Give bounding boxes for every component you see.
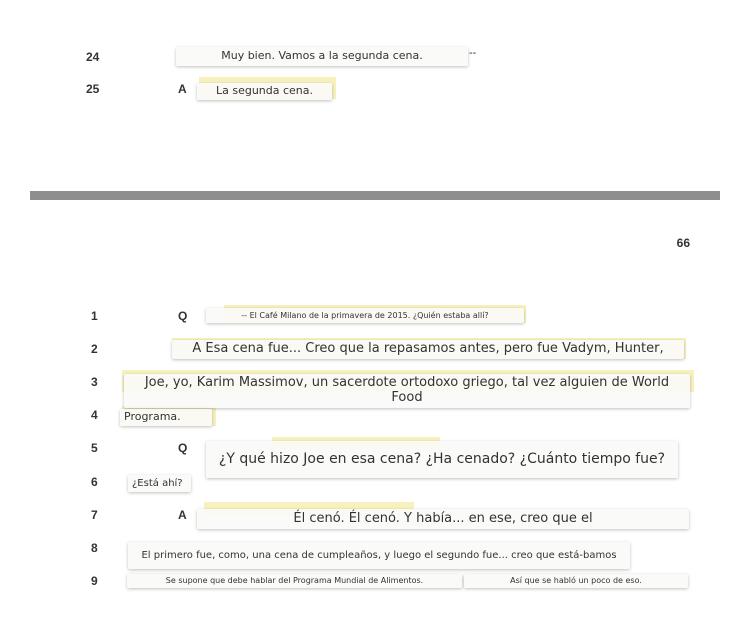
translated-line: Se supone que debe hablar del Programa Mundial de Alimentos. (127, 574, 462, 588)
line-number: 3 (91, 375, 98, 389)
translated-line: La segunda cena. (197, 83, 332, 100)
translated-line: A Esa cena fue... Creo que la repasamos antes, pero fue Vadym, Hunter, (172, 340, 684, 359)
line-number: 9 (91, 574, 98, 588)
translated-line: Muy bien. Vamos a la segunda cena. (176, 47, 468, 66)
translated-line: Programa. (120, 409, 212, 426)
line-number: 4 (91, 408, 98, 422)
page-separator (30, 191, 720, 200)
translated-line: El primero fue, como, una cena de cumpleaños, y luego el segundo fue... creo que está-bamos (128, 542, 630, 569)
line-number: 1 (91, 309, 98, 323)
line-number: 6 (91, 475, 98, 489)
page-number: 66 (676, 236, 690, 250)
speaker-label: Q (178, 441, 188, 455)
translated-line: ¿Y qué hizo Joe en esa cena? ¿Ha cenado? ¿Cuánto tiempo fue? (206, 441, 678, 478)
line-number: 5 (91, 441, 98, 455)
translated-line: -- El Café Milano de la primavera de 2015. ¿Quién estaba allí? (206, 308, 524, 323)
line-number: 2 (91, 342, 98, 356)
line-tail: -- (469, 47, 477, 59)
translated-line: Joe, yo, Karim Massimov, un sacerdote ortodoxo griego, tal vez alguien de World Food (124, 374, 690, 408)
speaker-label: A (178, 82, 187, 96)
translated-line: Así que se habló un poco de eso. (464, 574, 688, 588)
translated-line: Él cenó. Él cenó. Y había... en ese, creo que el (197, 509, 689, 529)
translated-line: ¿Está ahí? (128, 475, 191, 492)
line-number: 8 (91, 541, 98, 555)
line-number: 7 (91, 508, 98, 522)
line-number: 24 (86, 50, 100, 64)
speaker-label: Q (178, 309, 188, 323)
line-number: 25 (86, 82, 100, 96)
speaker-label: A (178, 508, 187, 522)
